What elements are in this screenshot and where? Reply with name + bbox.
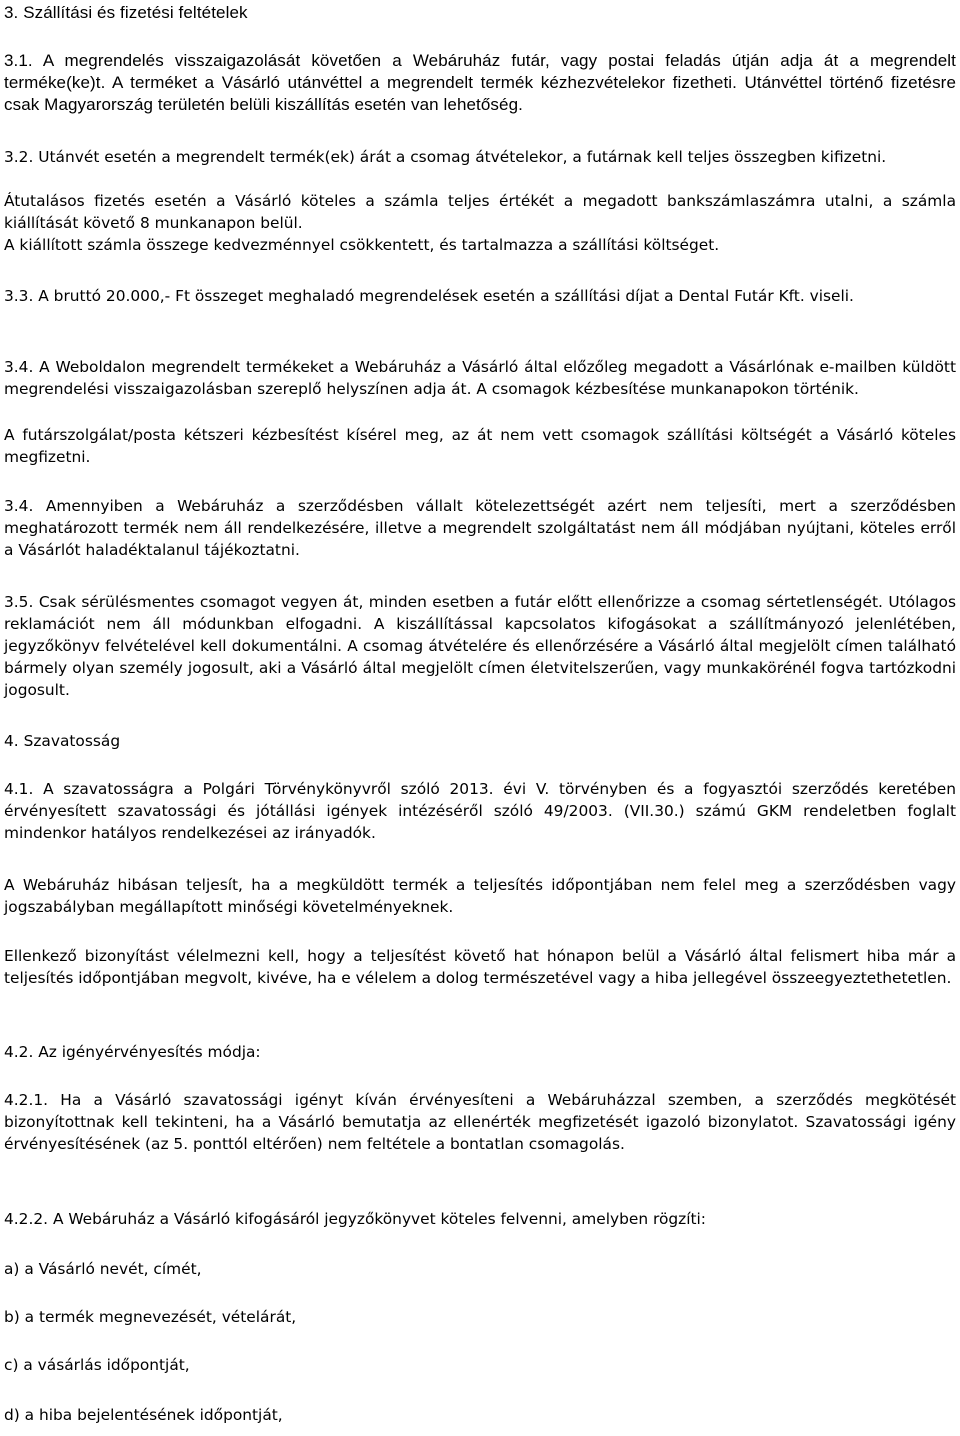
paragraph-3-4-unavailable: 3.4. Amennyiben a Webáruház a szerződésben vállalt kötelezettségét azért nem teljesíti, mert a szerződésben meghatározott termék nem áll rendelkezésére, illetve a megrendelt szolgáltatást nem áll módjában nyújtani, köteles erről a Vásárlót haladéktalanul tájékoztatni. xyxy=(4,497,956,559)
paragraph-4-2-1: 4.2.1. Ha a Vásárló szavatossági igényt kíván érvényesíteni a Webáruházzal szemben, a szerződés megkötését bizonyítottnak kell tekinteni, ha a Vásárló bemutatja az ellenérték megfizetését igazoló bizonylatot. Szavatossági igény érvényesítésének (az 5. ponttól eltérően) nem feltétele a bontatlan csomagolás. xyxy=(4,1091,956,1153)
paragraph-4-1-presumption: Ellenkező bizonyítást vélelmezni kell, hogy a teljesítést követő hat hónapon belül a Vásárló által felismert hiba már a teljesítés időpontjában megvolt, kivéve, ha e vélelem a dolog természetével vagy a hiba jellegével összeegyeztethetetlen. xyxy=(4,947,956,987)
list-item: a) a Vásárló nevét, címét, xyxy=(4,1260,202,1278)
paragraph-3-2-invoice: A kiállított számla összege kedvezménnyel csökkentett, és tartalmazza a szállítási költséget. xyxy=(4,236,720,254)
section-heading-4: 4. Szavatosság xyxy=(4,732,121,750)
paragraph-3-3: 3.3. A bruttó 20.000,- Ft összeget meghaladó megrendelések esetén a szállítási díjat a Dental Futár Kft. viseli. xyxy=(4,287,854,305)
section-heading-3: 3. Szállítási és fizetési feltételek xyxy=(4,3,248,22)
paragraph-3-2-bank-transfer: Átutalásos fizetés esetén a Vásárló köteles a számla teljes értékét a megadott bankszámlaszámra utalni, a számla kiállítását követő 8 munkanapon belül. xyxy=(4,192,956,232)
list-item: d) a hiba bejelentésének időpontját, xyxy=(4,1406,283,1424)
list-item: b) a termék megnevezését, vételárát, xyxy=(4,1308,297,1326)
list-item: c) a vásárlás időpontját, xyxy=(4,1356,190,1374)
paragraph-4-2-2: 4.2.2. A Webáruház a Vásárló kifogásáról jegyzőkönyvet köteles felvenni, amelyben rögzíti: xyxy=(4,1210,706,1228)
section-heading-4-2: 4.2. Az igényérvényesítés módja: xyxy=(4,1043,261,1061)
paragraph-3-2-cash-on-delivery: 3.2. Utánvét esetén a megrendelt termék(ek) árát a csomag átvételekor, a futárnak kell teljes összegben kifizetni. xyxy=(4,148,887,166)
paragraph-3-4-delivery: 3.4. A Weboldalon megrendelt termékeket a Webáruház a Vásárló által előzőleg megadott a Vásárlónak e-mailben küldött megrendelési visszaigazolásban szereplő helyszínen adja át. A csomagok kézbesítése munkanapokon történik. xyxy=(4,358,956,398)
paragraph-3-1: 3.1. A megrendelés visszaigazolását követően a Webáruház futár, vagy postai feladás útján adja át a megrendelt terméke(ke)t. A terméket a Vásárló utánvéttel a megrendelt termék kézhezvételekor fizetheti. Utánvéttel történő fizetésre csak Magyarország területén belüli kiszállítás esetén van lehetőség. xyxy=(4,51,956,114)
paragraph-3-5: 3.5. Csak sérülésmentes csomagot vegyen át, minden esetben a futár előtt ellenőrizze a csomag sértetlenségét. Utólagos reklamációt nem áll módunkban elfogadni. A kiszállítással kapcsolatos kifogásokat a szállítmányozó jelenlétében, jegyzőkönyv felvételével kell dokumentálni. A csomag átvételére és ellenőrzésére a Vásárló által megjelölt címen található bármely olyan személy jogosult, aki a Vásárló által megjelölt címen életvitelszerűen, vagy munkakörénél fogva tartózkodni jogosult. xyxy=(4,593,956,699)
paragraph-4-1: 4.1. A szavatosságra a Polgári Törvénykönyvről szóló 2013. évi V. törvényben és a fogyasztói szerződés keretében érvényesített szavatossági és jótállási igények intézéséről szóló 49/2003. (VII.30.) számú GKM rendeletben foglalt mindenkor hatályos rendelkezései az irányadók. xyxy=(4,780,956,842)
paragraph-4-1-defective: A Webáruház hibásan teljesít, ha a megküldött termék a teljesítés időpontjában nem felel meg a szerződésben vagy jogszabályban megállapított minőségi követelményeknek. xyxy=(4,876,956,916)
paragraph-3-4-courier: A futárszolgálat/posta kétszeri kézbesítést kísérel meg, az át nem vett csomagok szállítási költségét a Vásárló köteles megfizetni. xyxy=(4,426,956,466)
